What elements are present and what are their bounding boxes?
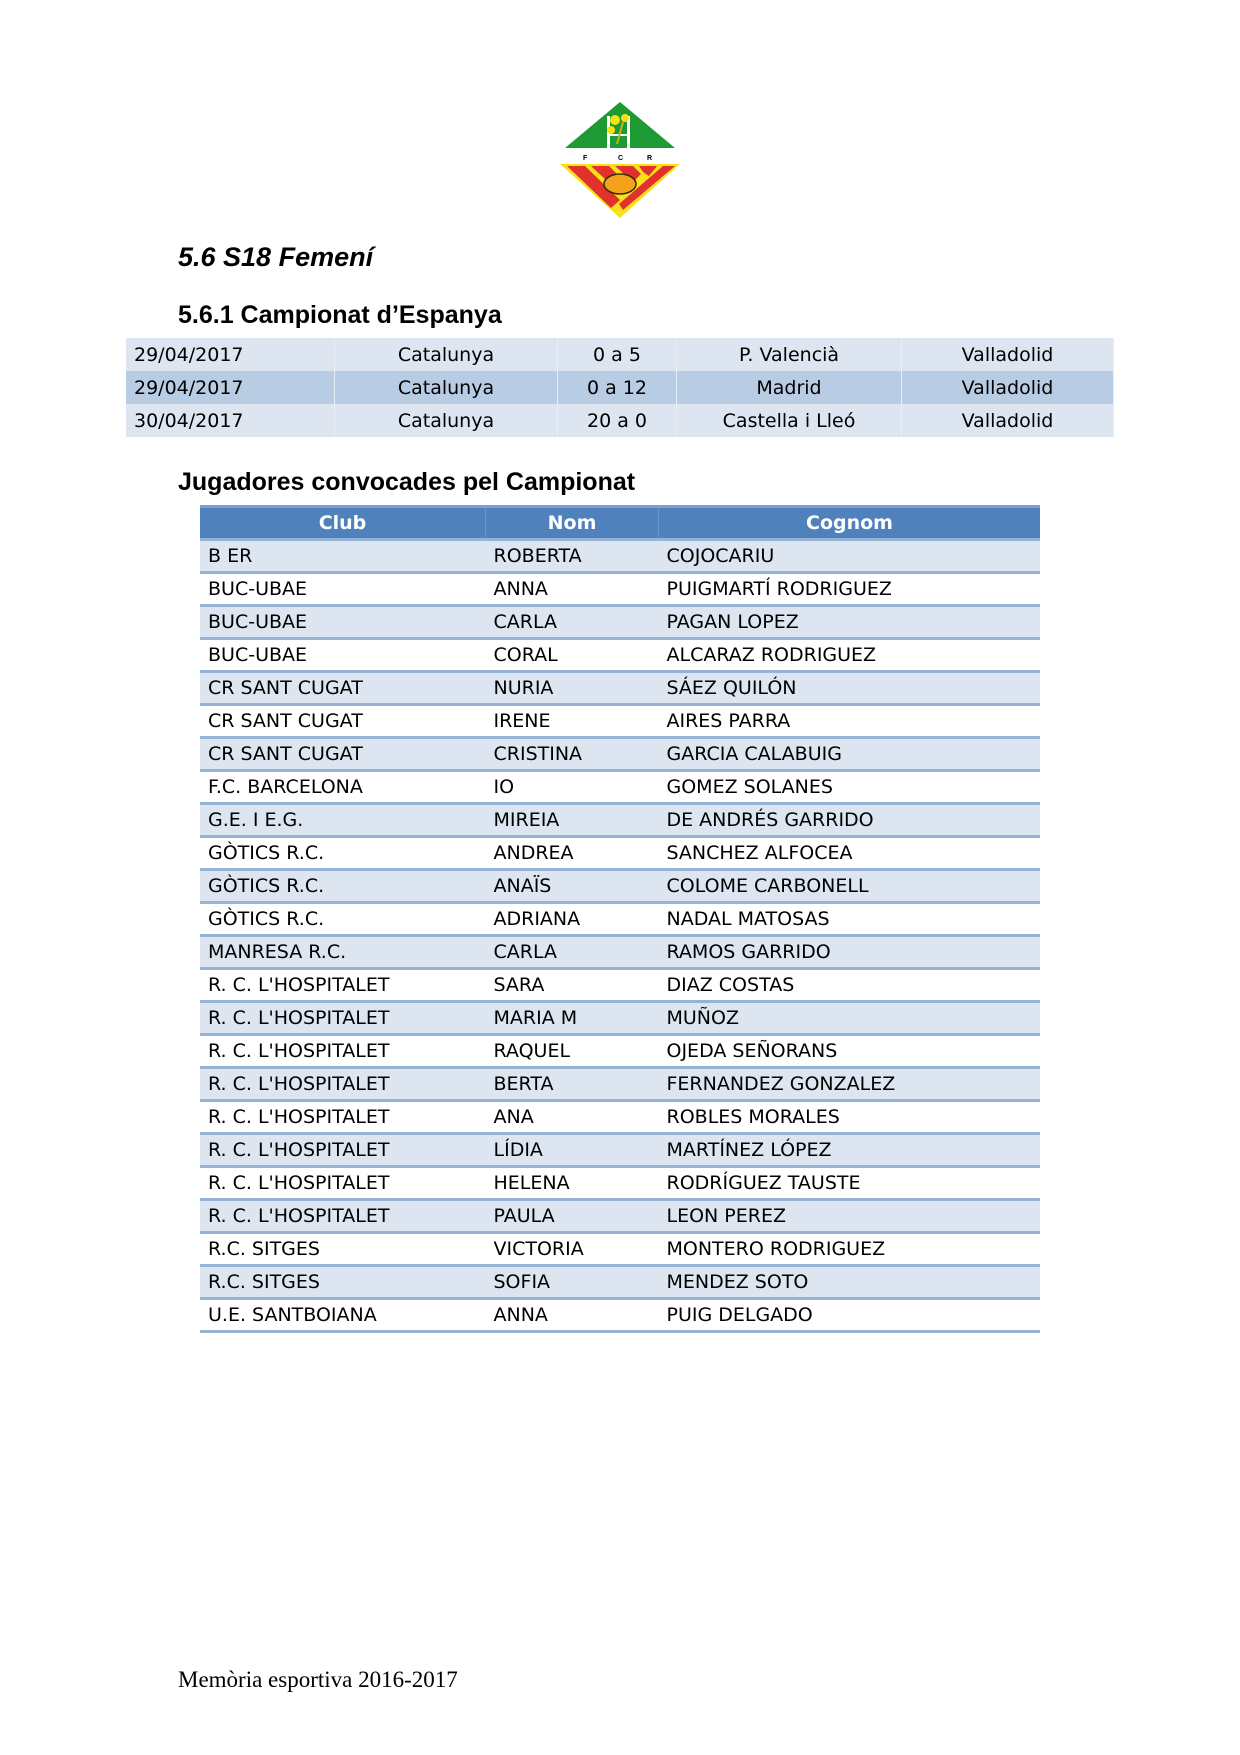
logo-letter-c: C	[618, 155, 624, 162]
player-nom: BERTA	[486, 1068, 659, 1101]
player-nom: LÍDIA	[486, 1134, 659, 1167]
player-cognom: ALCARAZ RODRIGUEZ	[659, 639, 1041, 672]
match-date: 29/04/2017	[126, 371, 335, 404]
player-cognom: MONTERO RODRIGUEZ	[659, 1233, 1041, 1266]
player-nom: IO	[486, 771, 659, 804]
player-nom: IRENE	[486, 705, 659, 738]
player-row	[200, 1035, 1040, 1068]
match-team: Catalunya	[335, 404, 558, 437]
player-row	[200, 870, 1040, 903]
match-team: Catalunya	[335, 371, 558, 404]
player-club: R. C. L'HOSPITALET	[200, 1101, 486, 1134]
player-row	[200, 1101, 1040, 1134]
player-nom: CARLA	[486, 606, 659, 639]
player-row	[200, 1068, 1040, 1101]
match-row	[126, 404, 1114, 437]
player-cognom: LEON PEREZ	[659, 1200, 1041, 1233]
player-row	[200, 672, 1040, 705]
matches-table	[126, 338, 1114, 437]
player-nom: MARIA M	[486, 1002, 659, 1035]
player-row	[200, 1134, 1040, 1167]
player-row	[200, 1233, 1040, 1266]
fcr-logo-icon	[555, 100, 685, 220]
player-club: BUC-UBAE	[200, 573, 486, 606]
logo-letter-r: R	[647, 155, 653, 162]
players-header-row	[200, 507, 1040, 540]
player-row	[200, 639, 1040, 672]
player-nom: VICTORIA	[486, 1233, 659, 1266]
match-opponent: Madrid	[677, 371, 902, 404]
player-nom: ANA	[486, 1101, 659, 1134]
player-row	[200, 837, 1040, 870]
player-club: R. C. L'HOSPITALET	[200, 1200, 486, 1233]
player-nom: SOFIA	[486, 1266, 659, 1299]
player-nom: ANDREA	[486, 837, 659, 870]
player-cognom: MUÑOZ	[659, 1002, 1041, 1035]
match-opponent: Castella i Lleó	[677, 404, 902, 437]
player-cognom: SÁEZ QUILÓN	[659, 672, 1041, 705]
player-club: B ER	[200, 540, 486, 573]
match-venue: Valladolid	[902, 338, 1114, 371]
player-nom: HELENA	[486, 1167, 659, 1200]
match-row	[126, 338, 1114, 371]
match-date: 29/04/2017	[126, 338, 335, 371]
match-team: Catalunya	[335, 338, 558, 371]
player-cognom: AIRES PARRA	[659, 705, 1041, 738]
player-nom: PAULA	[486, 1200, 659, 1233]
player-nom: CORAL	[486, 639, 659, 672]
player-nom: ANNA	[486, 1299, 659, 1332]
players-title: Jugadores convocades pel Campionat	[178, 468, 636, 496]
player-club: R. C. L'HOSPITALET	[200, 1134, 486, 1167]
players-table	[200, 505, 1040, 1333]
player-club: GÒTICS R.C.	[200, 837, 486, 870]
player-row	[200, 1266, 1040, 1299]
player-cognom: COLOME CARBONELL	[659, 870, 1041, 903]
player-nom: CARLA	[486, 936, 659, 969]
player-row	[200, 573, 1040, 606]
player-club: GÒTICS R.C.	[200, 903, 486, 936]
player-cognom: MARTÍNEZ LÓPEZ	[659, 1134, 1041, 1167]
section-title: 5.6 S18 Femení	[178, 242, 374, 272]
page-footer: Memòria esportiva 2016-2017	[178, 1667, 458, 1692]
player-club: BUC-UBAE	[200, 606, 486, 639]
player-club: R.C. SITGES	[200, 1266, 486, 1299]
player-club: CR SANT CUGAT	[200, 705, 486, 738]
player-cognom: DIAZ COSTAS	[659, 969, 1041, 1002]
player-cognom: MENDEZ SOTO	[659, 1266, 1041, 1299]
match-score: 0 a 5	[558, 338, 677, 371]
player-cognom: ROBLES MORALES	[659, 1101, 1041, 1134]
player-cognom: COJOCARIU	[659, 540, 1041, 573]
player-club: G.E. I E.G.	[200, 804, 486, 837]
player-cognom: DE ANDRÉS GARRIDO	[659, 804, 1041, 837]
player-club: R. C. L'HOSPITALET	[200, 1035, 486, 1068]
player-row	[200, 705, 1040, 738]
player-nom: NURIA	[486, 672, 659, 705]
match-venue: Valladolid	[902, 404, 1114, 437]
player-row	[200, 606, 1040, 639]
player-nom: ANAÏS	[486, 870, 659, 903]
player-nom: MIREIA	[486, 804, 659, 837]
player-cognom: RODRÍGUEZ TAUSTE	[659, 1167, 1041, 1200]
player-cognom: SANCHEZ ALFOCEA	[659, 837, 1041, 870]
player-club: BUC-UBAE	[200, 639, 486, 672]
player-cognom: GARCIA CALABUIG	[659, 738, 1041, 771]
player-row	[200, 936, 1040, 969]
player-club: R. C. L'HOSPITALET	[200, 969, 486, 1002]
player-row	[200, 1200, 1040, 1233]
match-score: 20 a 0	[558, 404, 677, 437]
player-cognom: FERNANDEZ GONZALEZ	[659, 1068, 1041, 1101]
player-nom: CRISTINA	[486, 738, 659, 771]
match-opponent: P. Valencià	[677, 338, 902, 371]
player-club: F.C. BARCELONA	[200, 771, 486, 804]
fcr-logo	[555, 100, 685, 220]
player-row	[200, 1299, 1040, 1332]
player-nom: SARA	[486, 969, 659, 1002]
player-cognom: PAGAN LOPEZ	[659, 606, 1041, 639]
player-row	[200, 1167, 1040, 1200]
player-cognom: PUIG DELGADO	[659, 1299, 1041, 1332]
player-row	[200, 1002, 1040, 1035]
match-date: 30/04/2017	[126, 404, 335, 437]
player-club: R. C. L'HOSPITALET	[200, 1167, 486, 1200]
player-club: CR SANT CUGAT	[200, 672, 486, 705]
player-row	[200, 969, 1040, 1002]
player-club: R.C. SITGES	[200, 1233, 486, 1266]
match-venue: Valladolid	[902, 371, 1114, 404]
player-cognom: OJEDA SEÑORANS	[659, 1035, 1041, 1068]
player-cognom: RAMOS GARRIDO	[659, 936, 1041, 969]
player-nom: ADRIANA	[486, 903, 659, 936]
player-row	[200, 540, 1040, 573]
player-nom: RAQUEL	[486, 1035, 659, 1068]
player-row	[200, 804, 1040, 837]
player-cognom: GOMEZ SOLANES	[659, 771, 1041, 804]
player-row	[200, 771, 1040, 804]
player-nom: ANNA	[486, 573, 659, 606]
player-cognom: PUIGMARTÍ RODRIGUEZ	[659, 573, 1041, 606]
player-cognom: NADAL MATOSAS	[659, 903, 1041, 936]
player-row	[200, 738, 1040, 771]
player-club: CR SANT CUGAT	[200, 738, 486, 771]
header-nom: Nom	[486, 507, 659, 540]
player-club: GÒTICS R.C.	[200, 870, 486, 903]
match-row	[126, 371, 1114, 404]
header-cognom: Cognom	[659, 507, 1041, 540]
match-score: 0 a 12	[558, 371, 677, 404]
logo-letter-f: F	[583, 155, 588, 162]
player-club: U.E. SANTBOIANA	[200, 1299, 486, 1332]
player-club: R. C. L'HOSPITALET	[200, 1068, 486, 1101]
subsection-title: 5.6.1 Campionat d’Espanya	[178, 301, 502, 329]
player-club: MANRESA R.C.	[200, 936, 486, 969]
player-club: R. C. L'HOSPITALET	[200, 1002, 486, 1035]
player-row	[200, 903, 1040, 936]
player-nom: ROBERTA	[486, 540, 659, 573]
header-club: Club	[200, 507, 486, 540]
